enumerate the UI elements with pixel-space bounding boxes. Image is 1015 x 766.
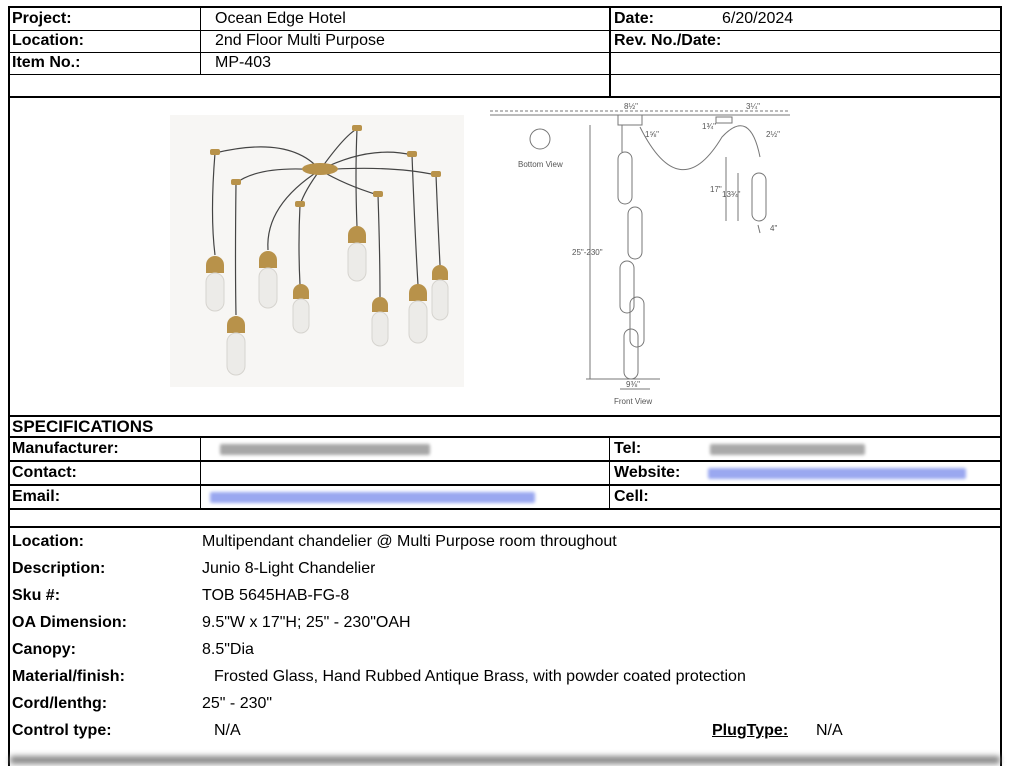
email-label: Email: [12,488,61,505]
detail-label: Cord/lenthg: [12,695,108,712]
detail-value: TOB 5645HAB-FG-8 [202,587,350,604]
spec-row-contact [10,462,1000,486]
item-value: MP-403 [215,54,272,71]
detail-value: 9.5"W x 17"H; 25" - 230"OAH [202,614,411,631]
specifications-title: SPECIFICATIONS [10,416,1000,438]
item-label: Item No.: [12,54,81,71]
dim-w9: 9⅜" [626,380,640,389]
dim-d1: 1¾" [702,122,716,131]
tel-label: Tel: [614,440,642,457]
manufacturer-redacted [220,444,430,455]
detail-label: Material/finish: [12,668,125,685]
detail-row [10,555,1000,582]
contact-label: Contact: [12,464,77,481]
manufacturer-label: Manufacturer: [12,440,119,457]
website-redacted[interactable] [708,468,966,479]
detail-label: Sku #: [12,587,61,604]
detail-value: Junio 8-Light Chandelier [202,560,376,577]
project-label: Project: [12,10,72,27]
dim-total: 25"-230" [572,248,603,257]
header-row-location [10,30,1000,53]
chandelier-photo [170,115,464,387]
cell-label: Cell: [614,488,649,505]
image-area [10,97,1000,417]
detail-row [10,690,1000,717]
detail-row [10,663,1000,690]
cut-off-row [10,756,1000,764]
dim-side: 3¼" [746,102,760,111]
tel-redacted [710,444,865,455]
detail-row [10,528,1000,555]
plugtype-label: PlugType: [712,722,789,739]
spec-divider-1 [200,438,201,510]
detail-value: 25" - 230" [202,695,273,712]
website-label: Website: [614,464,681,481]
detail-label: Description: [12,560,106,577]
dim-h17: 17" [710,185,722,194]
details-top-border [10,526,1000,528]
location-value: 2nd Floor Multi Purpose [215,32,385,49]
header-row-item [10,52,1000,75]
spec-divider-2 [609,438,610,510]
detail-label: Control type: [12,722,112,739]
dim-canopy: 8½" [624,102,638,111]
spec-row-manufacturer [10,438,1000,462]
dim-w4: 4" [770,224,778,233]
detail-label: Canopy: [12,641,76,658]
dim-d3: 2½" [766,130,780,139]
email-redacted[interactable] [210,492,535,503]
plugtype-value: N/A [816,722,843,739]
detail-row [10,636,1000,663]
bottom-view-label: Bottom View [518,160,563,169]
detail-value: N/A [214,722,241,739]
detail-label: OA Dimension: [12,614,127,631]
detail-row [10,609,1000,636]
date-value: 6/20/2024 [722,10,794,27]
dimension-drawing [490,97,790,409]
header-row-blank [10,74,1000,98]
rev-label: Rev. No./Date: [614,32,722,49]
dim-h13: 13¾" [722,190,741,199]
detail-label: Location: [12,533,84,550]
location-label: Location: [12,32,84,49]
detail-value: 8.5"Dia [202,641,254,658]
dim-d2: 1⅝" [645,130,659,139]
detail-row [10,582,1000,609]
header-divider-1 [200,8,201,74]
spec-row-email [10,486,1000,510]
detail-row [10,717,1000,744]
date-label: Date: [614,10,655,27]
detail-value: Frosted Glass, Hand Rubbed Antique Brass, with powder coated protection [214,668,746,685]
spec-sheet [8,6,1002,766]
detail-value: Multipendant chandelier @ Multi Purpose room throughout [202,533,617,550]
project-value: Ocean Edge Hotel [215,10,346,27]
header-row-project [10,8,1000,31]
front-view-label: Front View [614,397,653,406]
